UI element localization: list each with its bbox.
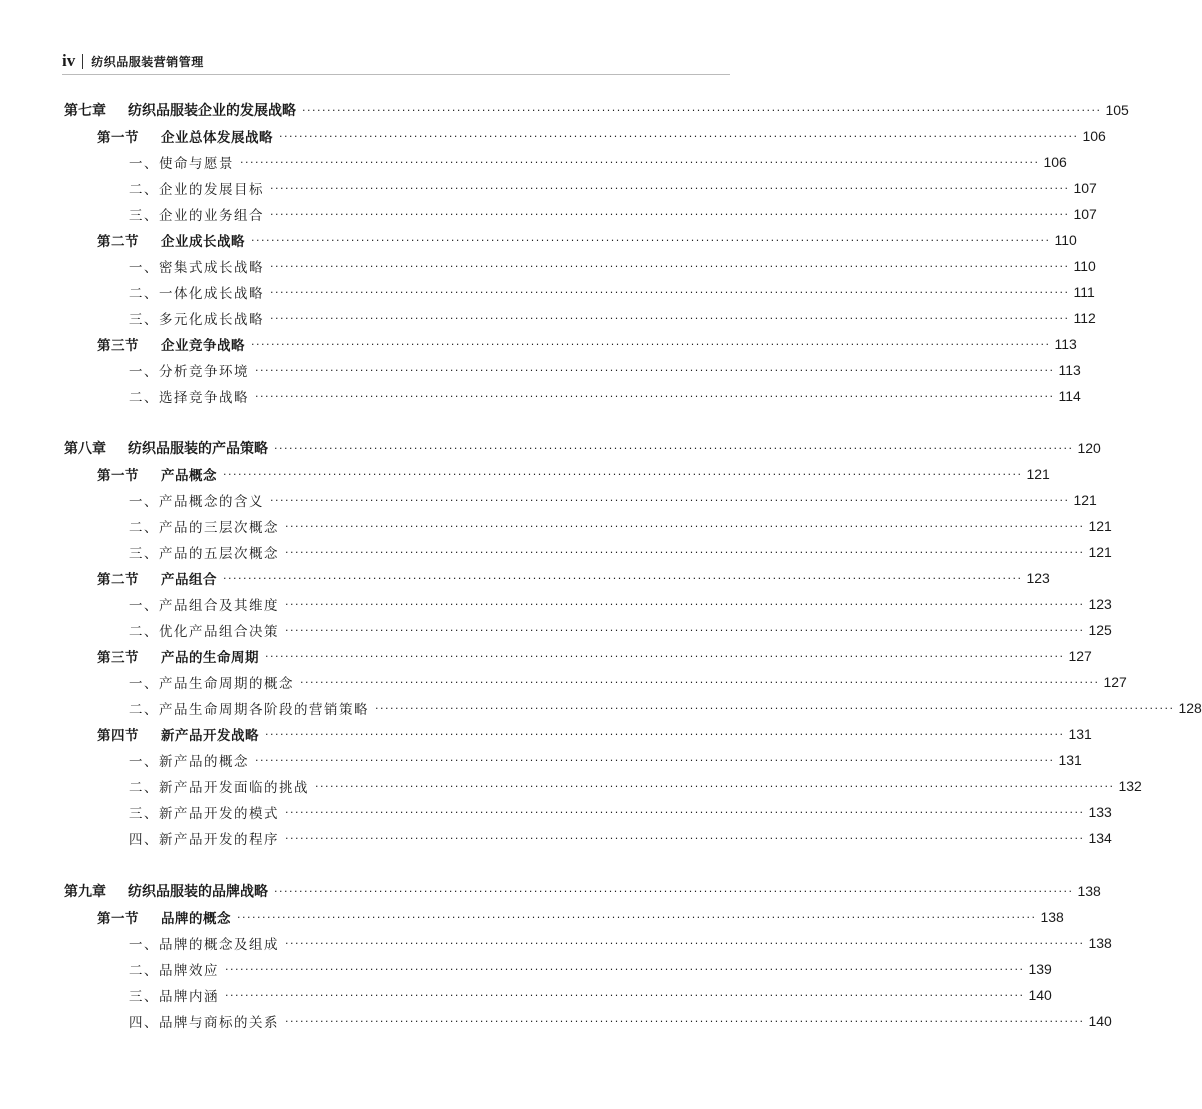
toc-section-7-2[interactable]	[97, 229, 1077, 251]
header-rule	[62, 74, 730, 75]
page-number: 128	[1178, 700, 1202, 716]
leader-dots: ································································································································································	[237, 910, 1037, 924]
toc-item[interactable]	[129, 541, 1112, 563]
toc-item[interactable]	[129, 385, 1081, 407]
item-title: 二、产品的三层次概念	[129, 520, 279, 536]
leader-dots: ································································································································································	[240, 155, 1040, 169]
page-number: 138	[1077, 883, 1101, 899]
toc-section-7-3[interactable]	[97, 333, 1077, 355]
toc-item[interactable]	[129, 515, 1112, 537]
toc-item[interactable]	[129, 359, 1081, 381]
section-title: 企业竞争战略	[161, 338, 245, 354]
leader-dots: ································································································································································	[285, 597, 1085, 611]
toc-item[interactable]	[129, 255, 1096, 277]
page-number: 121	[1073, 492, 1097, 508]
item-title: 二、优化产品组合决策	[129, 624, 279, 640]
item-title: 二、企业的发展目标	[129, 182, 264, 198]
page-numeral: iv	[62, 51, 76, 70]
leader-dots: ································································································································································	[270, 285, 1070, 299]
leader-dots: ································································································································································	[270, 181, 1070, 195]
toc-item[interactable]	[129, 151, 1067, 173]
page-number: 107	[1073, 180, 1097, 196]
page-number: 120	[1077, 440, 1101, 456]
item-title: 一、分析竞争环境	[129, 364, 249, 380]
item-title: 一、新产品的概念	[129, 754, 249, 770]
leader-dots: ································································································································································	[251, 337, 1051, 351]
leader-dots: ································································································································································	[251, 233, 1051, 247]
item-title: 二、选择竞争战略	[129, 390, 249, 406]
item-title: 三、品牌内涵	[129, 989, 219, 1005]
section-title: 品牌的概念	[161, 911, 231, 927]
section-title: 产品的生命周期	[161, 650, 259, 666]
page-number: 139	[1028, 961, 1052, 977]
toc-chapter-9[interactable]	[64, 880, 1101, 902]
item-title: 三、企业的业务组合	[129, 208, 264, 224]
page-number: 111	[1073, 284, 1095, 300]
chapter-label: 第八章	[64, 441, 106, 457]
page-number: 138	[1088, 935, 1112, 951]
chapter-label: 第七章	[64, 103, 106, 119]
page-number: 121	[1088, 544, 1112, 560]
page-header	[62, 50, 204, 72]
chapter-label: 第九章	[64, 884, 106, 900]
section-label: 第一节	[97, 468, 139, 484]
section-label: 第四节	[97, 728, 139, 744]
item-title: 二、品牌效应	[129, 963, 219, 979]
leader-dots: ································································································································································	[279, 129, 1079, 143]
section-title: 产品概念	[161, 468, 217, 484]
page-number: 138	[1040, 909, 1064, 925]
leader-dots: ································································································································································	[285, 936, 1085, 950]
item-title: 一、品牌的概念及组成	[129, 937, 279, 953]
leader-dots: ································································································································································	[274, 441, 1074, 455]
page-number: 105	[1105, 102, 1129, 118]
leader-dots: ································································································································································	[274, 884, 1074, 898]
item-title: 一、产品生命周期的概念	[129, 676, 294, 692]
leader-dots: ································································································································································	[285, 519, 1085, 533]
toc-section-8-1[interactable]	[97, 463, 1050, 485]
leader-dots: ································································································································································	[225, 988, 1025, 1002]
item-title: 三、多元化成长战略	[129, 312, 264, 328]
leader-dots: ································································································································································	[270, 311, 1070, 325]
leader-dots: ································································································································································	[315, 779, 1115, 793]
leader-dots: ································································································································································	[265, 727, 1065, 741]
toc-section-8-4[interactable]	[97, 723, 1092, 745]
leader-dots: ································································································································································	[255, 363, 1055, 377]
page-number: 134	[1088, 830, 1112, 846]
page-number: 123	[1088, 596, 1112, 612]
toc-section-7-1[interactable]	[97, 125, 1106, 147]
leader-dots: ································································································································································	[223, 467, 1023, 481]
item-title: 二、一体化成长战略	[129, 286, 264, 302]
item-title: 一、密集式成长战略	[129, 260, 264, 276]
book-title: 纺织品服装营销管理	[91, 54, 204, 69]
page-number: 131	[1068, 726, 1092, 742]
toc-item[interactable]	[129, 281, 1095, 303]
section-label: 第一节	[97, 130, 139, 146]
item-title: 四、品牌与商标的关系	[129, 1015, 279, 1031]
section-title: 企业成长战略	[161, 234, 245, 250]
chapter-title: 纺织品服装的品牌战略	[128, 884, 268, 900]
leader-dots: ································································································································································	[285, 1014, 1085, 1028]
page-number: 107	[1073, 206, 1097, 222]
page-number: 113	[1058, 362, 1081, 378]
toc-item[interactable]	[129, 827, 1112, 849]
header-divider	[82, 54, 83, 69]
page-number: 133	[1088, 804, 1112, 820]
leader-dots: ································································································································································	[285, 805, 1085, 819]
page-number: 131	[1058, 752, 1082, 768]
leader-dots: ································································································································································	[265, 649, 1065, 663]
page-number: 127	[1103, 674, 1127, 690]
toc-item[interactable]	[129, 1010, 1112, 1032]
section-label: 第一节	[97, 911, 139, 927]
page-number: 112	[1073, 310, 1096, 326]
section-title: 新产品开发战略	[161, 728, 259, 744]
leader-dots: ································································································································································	[270, 259, 1070, 273]
page-number: 110	[1054, 232, 1077, 248]
toc-item[interactable]	[129, 984, 1052, 1006]
page-number: 132	[1118, 778, 1142, 794]
toc-chapter-7[interactable]	[64, 99, 1129, 121]
page-number: 114	[1058, 388, 1081, 404]
item-title: 一、产品概念的含义	[129, 494, 264, 510]
leader-dots: ································································································································································	[255, 753, 1055, 767]
toc-chapter-8[interactable]	[64, 437, 1101, 459]
toc-item[interactable]	[129, 749, 1082, 771]
leader-dots: ································································································································································	[225, 962, 1025, 976]
section-label: 第二节	[97, 234, 139, 250]
page-number: 113	[1054, 336, 1077, 352]
item-title: 三、新产品开发的模式	[129, 806, 279, 822]
page-number: 123	[1026, 570, 1050, 586]
toc-item[interactable]	[129, 671, 1127, 693]
chapter-title: 纺织品服装企业的发展战略	[128, 103, 296, 119]
leader-dots: ································································································································································	[270, 493, 1070, 507]
page-number: 125	[1088, 622, 1112, 638]
item-title: 一、使命与愿景	[129, 156, 234, 172]
toc-item[interactable]	[129, 203, 1097, 225]
page-number: 140	[1088, 1013, 1112, 1029]
item-title: 三、产品的五层次概念	[129, 546, 279, 562]
page-number: 110	[1073, 258, 1096, 274]
item-title: 二、新产品开发面临的挑战	[129, 780, 309, 796]
item-title: 二、产品生命周期各阶段的营销策略	[129, 702, 369, 718]
section-label: 第三节	[97, 338, 139, 354]
toc-item[interactable]	[129, 489, 1097, 511]
leader-dots: ································································································································································	[285, 831, 1085, 845]
item-title: 一、产品组合及其维度	[129, 598, 279, 614]
page-number: 127	[1068, 648, 1092, 664]
leader-dots: ································································································································································	[270, 207, 1070, 221]
section-label: 第三节	[97, 650, 139, 666]
toc-item[interactable]	[129, 177, 1097, 199]
toc-section-8-2[interactable]	[97, 567, 1050, 589]
toc-item[interactable]	[129, 619, 1112, 641]
leader-dots: ································································································································································	[285, 623, 1085, 637]
toc-item[interactable]	[129, 307, 1096, 329]
page-number: 106	[1082, 128, 1106, 144]
toc-item[interactable]	[129, 775, 1142, 797]
toc-item[interactable]	[129, 593, 1112, 615]
page-number: 121	[1088, 518, 1112, 534]
section-title: 产品组合	[161, 572, 217, 588]
leader-dots: ································································································································································	[285, 545, 1085, 559]
toc-item[interactable]	[129, 932, 1112, 954]
leader-dots: ································································································································································	[223, 571, 1023, 585]
page-number: 106	[1043, 154, 1067, 170]
leader-dots: ································································································································································	[302, 103, 1102, 117]
toc-item[interactable]	[129, 958, 1052, 980]
page-number: 140	[1028, 987, 1052, 1003]
chapter-title: 纺织品服装的产品策略	[128, 441, 268, 457]
toc-item[interactable]	[129, 801, 1112, 823]
section-title: 企业总体发展战略	[161, 130, 273, 146]
toc-item[interactable]	[129, 697, 1202, 719]
leader-dots: ································································································································································	[300, 675, 1100, 689]
toc-section-9-1[interactable]	[97, 906, 1064, 928]
leader-dots: ································································································································································	[375, 701, 1175, 715]
item-title: 四、新产品开发的程序	[129, 832, 279, 848]
toc-section-8-3[interactable]	[97, 645, 1092, 667]
section-label: 第二节	[97, 572, 139, 588]
leader-dots: ································································································································································	[255, 389, 1055, 403]
page-number: 121	[1026, 466, 1050, 482]
